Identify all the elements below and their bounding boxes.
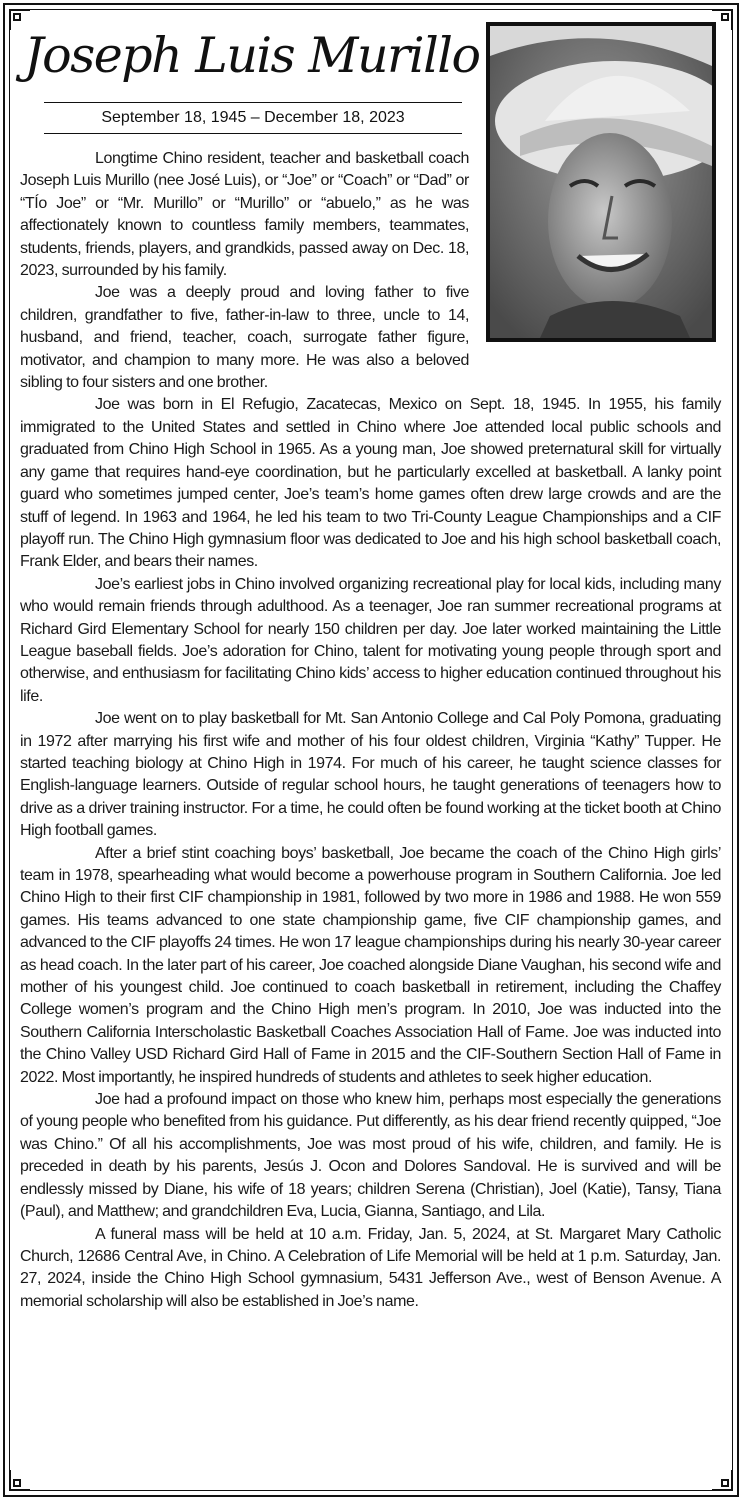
paragraph: After a brief stint coaching boys’ basketball, Joe became the coach of the Chino High girls’ team in 1978, spearheading what would become a powerhouse program in Southern California. Joe led Chino High to their first CIF championship in 1981, followed by two more in 1986 and 1988. He won 559 games. His teams advanced to one state championship game, five CIF championship games, and advanced to the CIF playoffs 24 times. He won 17 league championships during his nearly 30-year career as head coach. In the later part of his career, Joe coached alongside Diane Vaughan, his second wife and mother of his youngest child. Joe continued to coach basketball in retirement, including the Chaffey College women’s program and the Chino High men’s program. In 2010, Joe was inducted into the Southern California Interscholastic Basketball Coaches Association Hall of Fame. Joe was inducted into the Chino Valley USD Richard Gird Hall of Fame in 2015 and the CIF-Southern Section Hall of Fame in 2022. Most importantly, he inspired hundreds of students and athletes to seek higher education.: [20, 844, 721, 1086]
paragraph: Joe was a deeply proud and loving father to five children, grandfather to five, father-in-law to three, uncle to 14, husband, and friend, teacher, coach, surrogate father figure, motivator, and champion to many more. He was also a beloved sibling to four sisters and one brother.: [20, 284, 469, 392]
paragraph: Joe had a profound impact on those who knew him, perhaps most especially the generations of young people who benefited from his guidance. Put differently, as his dear friend recently quipped, “Joe was Chino.” Of all his accomplishments, Joe was most proud of his wife, children, and family. He is preceded in death by his parents, Jesús J. Ocon and Dolores Sandoval. He is survived and will be endlessly missed by Diane, his wife of 18 years; children Serena (Christian), Joel (Katie), Tansy, Tiana (Paul), and Matthew; and grandchildren Eva, Lucia, Gianna, Santiago, and Lila.: [20, 1091, 721, 1221]
paragraph: A funeral mass will be held at 10 a.m. Friday, Jan. 5, 2024, at St. Margaret Mary Catholic Church, 12686 Central Ave, in Chino. A Celebration of Life Memorial will be held at 1 p.m. Saturday, Jan. 27, 2024, inside the Chino High School gymnasium, 5431 Jefferson Ave., west of Benson Avenue. A memorial scholarship will also be established in Joe’s name.: [20, 1225, 721, 1310]
divider: [44, 102, 462, 103]
corner-ornament-icon: [0, 1470, 30, 1500]
paragraph: Joe went on to play basketball for Mt. San Antonio College and Cal Poly Pomona, graduating in 1972 after marrying his first wife and mother of his four oldest children, Virginia “Kathy” Tupper. He started teaching biology at Chino High in 1974. For much of his career, he taught science classes for English-language learners. Outside of regular school hours, he taught generations of teenagers how to drive as a driver training instructor. For a time, he could often be found working at the ticket booth at Chino High football games.: [20, 710, 721, 840]
paragraph: Longtime Chino resident, teacher and basketball coach Joseph Luis Murillo (nee José Luis), or “Joe” or “Coach” or “Dad” or “TÍo Joe” or “Mr. Murillo” or “Murillo” or “abuelo,” as he was affectionately known to countless family members, teammates, students, friends, players, and grandkids, passed away on Dec. 18, 2023, surrounded by his family.: [20, 150, 469, 280]
corner-ornament-icon: [712, 0, 742, 30]
paragraph: Joe was born in El Refugio, Zacatecas, Mexico on Sept. 18, 1945. In 1955, his family immigrated to the United States and settled in Chino where Joe attended local public schools and graduated from Chino High School in 1965. As a young man, Joe showed preternatural skill for virtually any game that requires hand-eye coordination, but he particularly excelled at basketball. A lanky point guard who sometimes jumped center, Joe’s team’s home games often drew large crowds and are the stuff of legend. In 1963 and 1964, he led his team to two Tri-County League Championships and a CIF playoff run. The Chino High gymnasium floor was dedicated to Joe and his high school basketball coach, Frank Elder, and bears their names.: [20, 396, 721, 571]
obituary-name: Joseph Luis Murillo: [24, 27, 480, 84]
corner-ornament-icon: [712, 1470, 742, 1500]
life-dates: September 18, 1945 – December 18, 2023: [101, 109, 405, 126]
obituary-body: [20, 148, 721, 1313]
divider: [44, 133, 462, 134]
photo-spacer: [469, 148, 721, 352]
paragraph: Joe’s earliest jobs in Chino involved organizing recreational play for local kids, including many who would remain friends through adulthood. As a teenager, Joe ran summer recreational programs at Richard Gird Elementary School for nearly 150 children per day. Joe later worked maintaining the Little League baseball fields. Joe’s adoration for Chino, talent for motivating young people through sport and otherwise, and enthusiasm for facilitating Chino kids’ access to higher education continued throughout his life.: [20, 575, 721, 705]
